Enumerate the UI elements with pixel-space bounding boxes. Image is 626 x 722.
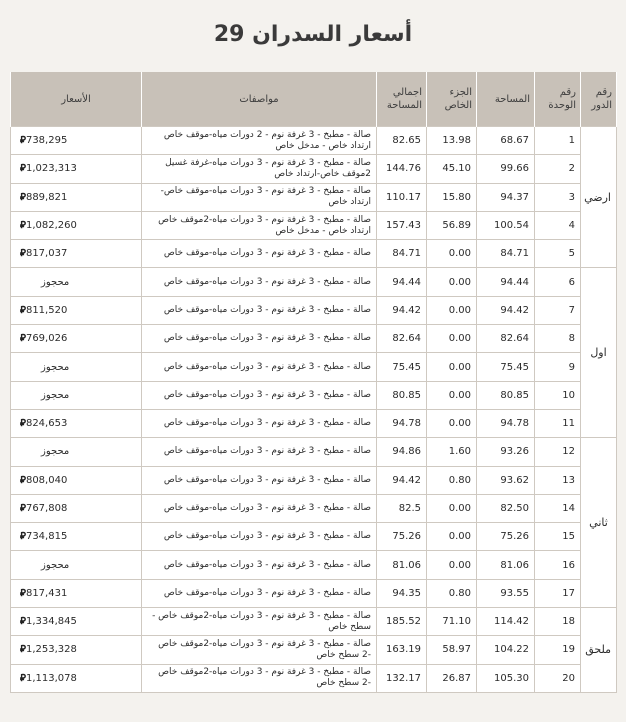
private-part-cell: 1.60: [427, 438, 477, 466]
specs-cell: صالة - مطبخ - 3 غرفة نوم - 2 دورات مياه-موقف خاص ارتداد خاص - مدخل خاص: [142, 127, 377, 155]
price-value: 824,653: [25, 418, 68, 430]
unit-number-cell: 20: [535, 664, 581, 692]
area-cell: 100.54: [477, 211, 535, 239]
unit-number-cell: 4: [535, 211, 581, 239]
table-row: [11, 296, 617, 324]
unit-number-cell: 16: [535, 551, 581, 579]
riyal-currency-icon: ⃁: [20, 248, 26, 260]
total-area-cell: 94.86: [377, 438, 427, 466]
price-cell: [11, 325, 142, 353]
riyal-currency-icon: ⃁: [20, 672, 26, 684]
riyal-currency-icon: ⃁: [20, 135, 26, 147]
price-cell: [11, 664, 142, 692]
price-value: 734,815: [25, 531, 68, 543]
price-value: 1,253,328: [25, 644, 77, 656]
area-cell: 99.66: [477, 155, 535, 183]
private-part-cell: 0.00: [427, 409, 477, 437]
unit-number-cell: 13: [535, 466, 581, 494]
area-cell: 84.71: [477, 240, 535, 268]
reserved-label: محجوز: [41, 559, 70, 571]
specs-cell: صالة - مطبخ - 3 غرفة نوم - 3 دورات مياه-موقف خاص-ارتداد خاص: [142, 183, 377, 211]
header-total-area: اجمالي المساحة: [377, 72, 427, 127]
price-cell: [11, 240, 142, 268]
specs-cell: صالة - مطبخ - 3 غرفة نوم - 3 دورات مياه-موقف خاص: [142, 523, 377, 551]
table-row: [11, 636, 617, 664]
price-value: 1,023,313: [25, 163, 77, 175]
specs-cell: صالة - مطبخ - 3 غرفة نوم - 3 دورات مياه-موقف خاص: [142, 353, 377, 381]
table-row: [11, 211, 617, 239]
unit-number-cell: 19: [535, 636, 581, 664]
price-value: 817,431: [25, 587, 68, 599]
table-row: [11, 438, 617, 466]
area-cell: 94.44: [477, 268, 535, 296]
floor-name-cell: ارضي: [581, 127, 617, 268]
private-part-cell: 0.00: [427, 296, 477, 324]
price-cell: [11, 438, 142, 466]
unit-number-cell: 5: [535, 240, 581, 268]
area-cell: 75.45: [477, 353, 535, 381]
total-area-cell: 94.78: [377, 409, 427, 437]
header-price: الأسعار: [11, 72, 142, 127]
total-area-cell: 82.64: [377, 325, 427, 353]
table-row: [11, 268, 617, 296]
private-part-cell: 0.00: [427, 381, 477, 409]
riyal-currency-icon: ⃁: [20, 616, 26, 628]
specs-cell: صالة - مطبخ - 3 غرفة نوم - 3 دورات مياه-2موقف خاص -2 سطح خاص: [142, 664, 377, 692]
private-part-cell: 58.97: [427, 636, 477, 664]
table-row: [11, 551, 617, 579]
page-title: أسعار السدران 29: [213, 22, 413, 47]
private-part-cell: 0.00: [427, 240, 477, 268]
private-part-cell: 15.80: [427, 183, 477, 211]
unit-number-cell: 8: [535, 325, 581, 353]
price-value: 811,520: [25, 304, 68, 316]
table-row: [11, 466, 617, 494]
header-area: المساحة: [477, 72, 535, 127]
private-part-cell: 0.80: [427, 579, 477, 607]
riyal-currency-icon: ⃁: [20, 163, 26, 175]
total-area-cell: 110.17: [377, 183, 427, 211]
specs-cell: صالة - مطبخ - 3 غرفة نوم - 3 دورات مياه-غرفة غسيل 2موقف خاص-ارتداد خاص: [142, 155, 377, 183]
unit-number-cell: 10: [535, 381, 581, 409]
price-value: 1,113,078: [25, 672, 77, 684]
table-row: [11, 523, 617, 551]
total-area-cell: 185.52: [377, 608, 427, 636]
total-area-cell: 82.5: [377, 494, 427, 522]
price-value: 769,026: [25, 333, 68, 345]
area-cell: 114.42: [477, 608, 535, 636]
total-area-cell: 81.06: [377, 551, 427, 579]
total-area-cell: 75.26: [377, 523, 427, 551]
private-part-cell: 0.00: [427, 325, 477, 353]
total-area-cell: 144.76: [377, 155, 427, 183]
area-cell: 82.50: [477, 494, 535, 522]
price-value: 1,334,845: [25, 616, 77, 628]
price-cell: [11, 579, 142, 607]
price-cell: [11, 409, 142, 437]
price-table: [10, 72, 617, 693]
area-cell: 104.22: [477, 636, 535, 664]
private-part-cell: 0.00: [427, 523, 477, 551]
price-cell: [11, 551, 142, 579]
header-floor: رقم الدور: [581, 72, 617, 127]
private-part-cell: 56.89: [427, 211, 477, 239]
table-row: [11, 381, 617, 409]
total-area-cell: 94.42: [377, 296, 427, 324]
total-area-cell: 82.65: [377, 127, 427, 155]
price-value: 767,808: [25, 503, 68, 514]
riyal-currency-icon: ⃁: [20, 220, 26, 232]
reserved-label: محجوز: [41, 361, 70, 373]
table-row: [11, 240, 617, 268]
price-cell: [11, 155, 142, 183]
price-cell: [11, 183, 142, 211]
header-private-part: الجزء الخاص: [427, 72, 477, 127]
price-cell: [11, 353, 142, 381]
area-cell: 68.67: [477, 127, 535, 155]
riyal-currency-icon: ⃁: [20, 474, 26, 486]
area-cell: 93.62: [477, 466, 535, 494]
unit-number-cell: 14: [535, 494, 581, 522]
riyal-currency-icon: ⃁: [20, 587, 26, 599]
unit-number-cell: 17: [535, 579, 581, 607]
riyal-currency-icon: ⃁: [20, 418, 26, 430]
table-row: [11, 325, 617, 353]
floor-name-cell: ملحق: [581, 608, 617, 693]
area-cell: 75.26: [477, 523, 535, 551]
total-area-cell: 84.71: [377, 240, 427, 268]
private-part-cell: 71.10: [427, 608, 477, 636]
riyal-currency-icon: ⃁: [20, 304, 26, 316]
area-cell: 94.37: [477, 183, 535, 211]
private-part-cell: 45.10: [427, 155, 477, 183]
price-cell: [11, 268, 142, 296]
unit-number-cell: 9: [535, 353, 581, 381]
unit-number-cell: 1: [535, 127, 581, 155]
riyal-currency-icon: ⃁: [20, 531, 26, 543]
private-part-cell: 0.80: [427, 466, 477, 494]
table-row: [11, 155, 617, 183]
price-value: 817,037: [25, 248, 68, 260]
specs-cell: صالة - مطبخ - 3 غرفة نوم - 3 دورات مياه-موقف خاص: [142, 381, 377, 409]
riyal-currency-icon: ⃁: [20, 191, 26, 203]
total-area-cell: 75.45: [377, 353, 427, 381]
table-row: [11, 183, 617, 211]
riyal-currency-icon: ⃁: [20, 503, 26, 514]
price-value: 808,040: [25, 474, 68, 486]
floor-name-cell: ثاني: [581, 438, 617, 608]
area-cell: 80.85: [477, 381, 535, 409]
unit-number-cell: 12: [535, 438, 581, 466]
unit-number-cell: 7: [535, 296, 581, 324]
unit-number-cell: 11: [535, 409, 581, 437]
specs-cell: صالة - مطبخ - 3 غرفة نوم - 3 دورات مياه-موقف خاص: [142, 268, 377, 296]
price-cell: [11, 296, 142, 324]
area-cell: 93.55: [477, 579, 535, 607]
unit-number-cell: 2: [535, 155, 581, 183]
table-row: [11, 127, 617, 155]
price-cell: [11, 127, 142, 155]
specs-cell: صالة - مطبخ - 3 غرفة نوم - 3 دورات مياه-موقف خاص: [142, 240, 377, 268]
riyal-currency-icon: ⃁: [20, 333, 26, 345]
price-cell: [11, 494, 142, 522]
price-cell: [11, 211, 142, 239]
unit-number-cell: 6: [535, 268, 581, 296]
price-cell: [11, 636, 142, 664]
area-cell: 82.64: [477, 325, 535, 353]
riyal-currency-icon: ⃁: [20, 644, 26, 656]
price-value: 889,821: [25, 191, 68, 203]
specs-cell: صالة - مطبخ - 3 غرفة نوم - 3 دورات مياه-2موقف خاص - سطح خاص: [142, 608, 377, 636]
specs-cell: صالة - مطبخ - 3 غرفة نوم - 3 دورات مياه-موقف خاص: [142, 579, 377, 607]
specs-cell: صالة - مطبخ - 3 غرفة نوم - 3 دورات مياه-موقف خاص: [142, 438, 377, 466]
header-unit: رقم الوحدة: [535, 72, 581, 127]
total-area-cell: 157.43: [377, 211, 427, 239]
total-area-cell: 94.35: [377, 579, 427, 607]
table-row: [11, 608, 617, 636]
area-cell: 94.42: [477, 296, 535, 324]
specs-cell: صالة - مطبخ - 3 غرفة نوم - 3 دورات مياه-موقف خاص: [142, 466, 377, 494]
specs-cell: صالة - مطبخ - 3 غرفة نوم - 3 دورات مياه-موقف خاص: [142, 551, 377, 579]
price-cell: [11, 466, 142, 494]
floor-name-cell: اول: [581, 268, 617, 438]
private-part-cell: 26.87: [427, 664, 477, 692]
specs-cell: صالة - مطبخ - 3 غرفة نوم - 3 دورات مياه-2موقف خاص -2 سطح خاص: [142, 636, 377, 664]
total-area-cell: 132.17: [377, 664, 427, 692]
table-row: [11, 664, 617, 692]
reserved-label: محجوز: [41, 389, 70, 401]
total-area-cell: 80.85: [377, 381, 427, 409]
area-cell: 94.78: [477, 409, 535, 437]
specs-cell: صالة - مطبخ - 3 غرفة نوم - 3 دورات مياه-موقف خاص: [142, 325, 377, 353]
private-part-cell: 0.00: [427, 353, 477, 381]
table-row: [11, 579, 617, 607]
private-part-cell: 13.98: [427, 127, 477, 155]
price-cell: [11, 608, 142, 636]
price-value: 1,082,260: [25, 220, 77, 232]
total-area-cell: 94.42: [377, 466, 427, 494]
price-cell: [11, 381, 142, 409]
reserved-label: محجوز: [41, 276, 70, 288]
private-part-cell: 0.00: [427, 494, 477, 522]
total-area-cell: 163.19: [377, 636, 427, 664]
price-cell: [11, 523, 142, 551]
table-row: [11, 353, 617, 381]
table-row: [11, 494, 617, 522]
reserved-label: محجوز: [41, 446, 70, 458]
header-row: [11, 72, 617, 127]
private-part-cell: 0.00: [427, 551, 477, 579]
table-row: [11, 409, 617, 437]
unit-number-cell: 3: [535, 183, 581, 211]
total-area-cell: 94.44: [377, 268, 427, 296]
area-cell: 93.26: [477, 438, 535, 466]
specs-cell: صالة - مطبخ - 3 غرفة نوم - 3 دورات مياه-موقف خاص: [142, 296, 377, 324]
table-body: [11, 127, 617, 693]
price-value: 738,295: [25, 135, 68, 147]
specs-cell: صالة - مطبخ - 3 غرفة نوم - 3 دورات مياه-موقف خاص: [142, 409, 377, 437]
specs-cell: صالة - مطبخ - 3 غرفة نوم - 3 دورات مياه-موقف خاص: [142, 494, 377, 522]
area-cell: 81.06: [477, 551, 535, 579]
unit-number-cell: 15: [535, 523, 581, 551]
area-cell: 105.30: [477, 664, 535, 692]
header-specs: مواصفات: [142, 72, 377, 127]
unit-number-cell: 18: [535, 608, 581, 636]
specs-cell: صالة - مطبخ - 3 غرفة نوم - 3 دورات مياه-2موقف خاص ارتداد خاص - مدخل خاص: [142, 211, 377, 239]
private-part-cell: 0.00: [427, 268, 477, 296]
